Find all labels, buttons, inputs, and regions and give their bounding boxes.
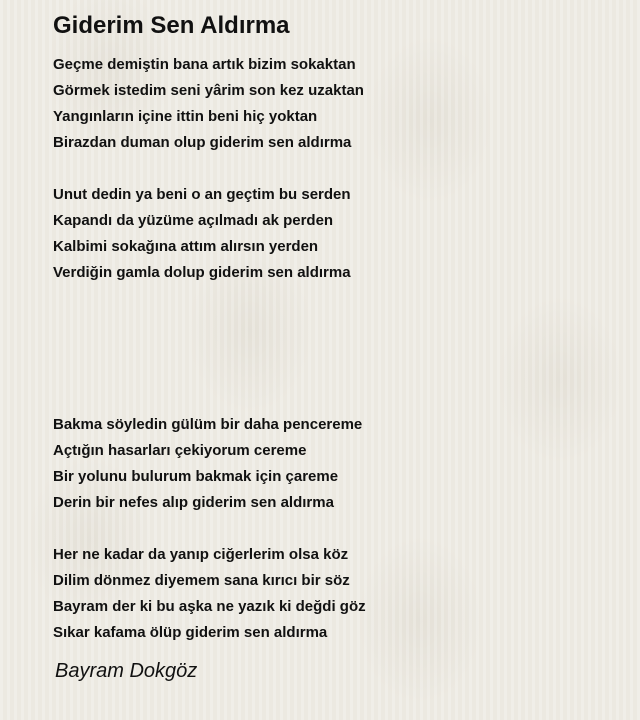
- poem-author: Bayram Dokgöz: [55, 660, 198, 682]
- poem-line: Geçme demiştin bana artık bizim sokaktan: [53, 56, 356, 73]
- poem-line: Yangınların içine ittin beni hiç yoktan: [53, 108, 318, 125]
- poem-line: Kalbimi sokağına attım alırsın yerden: [53, 238, 319, 255]
- poem-title: Giderim Sen Aldırma: [53, 12, 290, 39]
- poem-line: Derin bir nefes alıp giderim sen aldırma: [53, 494, 334, 511]
- poem-line: Unut dedin ya beni o an geçtim bu serden: [53, 186, 351, 203]
- poem-line: Görmek istedim seni yârim son kez uzaktan: [53, 82, 364, 99]
- stanza-1: [53, 52, 613, 156]
- poem-line: Birazdan duman olup giderim sen aldırma: [53, 134, 352, 151]
- poem-line: Bayram der ki bu aşka ne yazık ki değdi göz: [53, 598, 366, 615]
- poem-line: Bir yolunu bulurum bakmak için çareme: [53, 468, 339, 485]
- poem-line: Açtığın hasarları çekiyorum cereme: [53, 442, 307, 459]
- poem-line: Her ne kadar da yanıp ciğerlerim olsa köz: [53, 546, 349, 563]
- poem-line: Verdiğin gamla dolup giderim sen aldırma: [53, 264, 351, 281]
- stanza-4: [53, 542, 613, 646]
- poem-line: Kapandı da yüzüme açılmadı ak perden: [53, 212, 334, 229]
- poem-line: Bakma söyledin gülüm bir daha pencereme: [53, 416, 363, 433]
- poem-line: Dilim dönmez diyemem sana kırıcı bir söz: [53, 572, 350, 589]
- stanza-2: [53, 182, 613, 286]
- poem-line: Sıkar kafama ölüp giderim sen aldırma: [53, 624, 328, 641]
- poem: [53, 10, 613, 682]
- stanza-3: [53, 412, 613, 516]
